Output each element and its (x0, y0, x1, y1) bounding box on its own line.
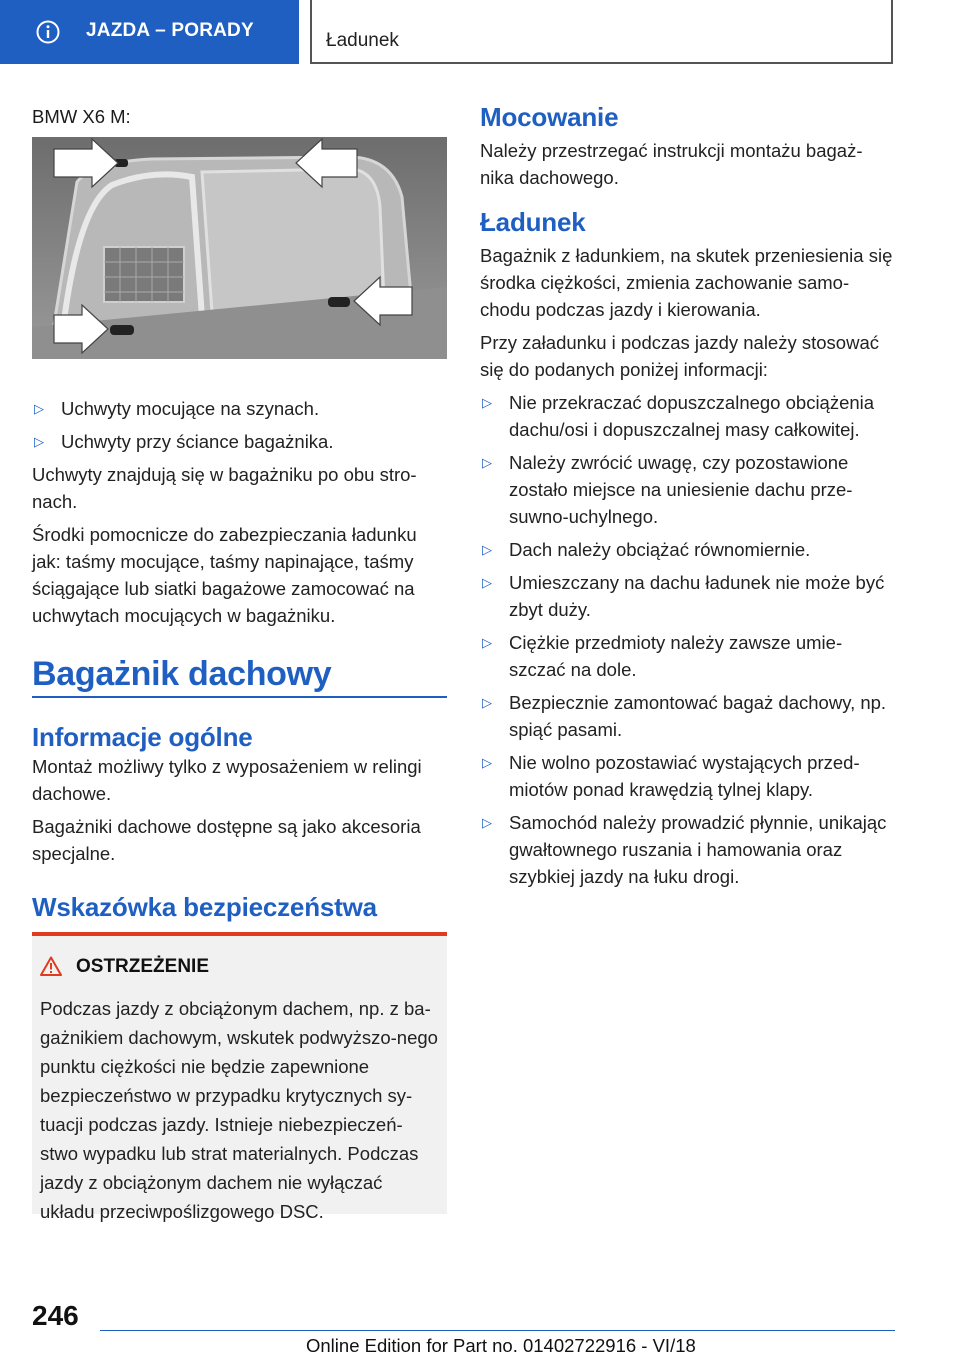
general-info (32, 722, 447, 867)
page-header (310, 0, 893, 64)
trunk-photo (32, 137, 447, 359)
load-text-2: Przy załadunku i podczas jazdy należy stosować się do podanych poniżej informacji: (480, 332, 879, 380)
trunk-illustration (32, 137, 447, 359)
section-tab[interactable] (0, 0, 299, 64)
safety-note (32, 892, 447, 923)
list-item: ▷ Bezpiecznie zamontować bagaż dachowy, np. spiąć pasami. (480, 689, 895, 743)
load-rules-list (480, 389, 895, 890)
section-title: Bagażnik dachowy (32, 655, 332, 693)
warning-title: OSTRZEŻENIE (76, 956, 210, 977)
warning-text: Podczas jazdy z obciążonym dachem, np. z ba-gażnikiem dachowym, wskutek podwyższo-nego punktu ciężkości nie będzie zapewnione bezpieczeństwo w przypadku krytycznych sy-tuacji podczas jazdy. Istnieje niebezpieczeń-stwo wypadku lub strat materialnych. Podczas jazdy z obciążonym dachem nie wyłączać układu przeciwpoślizgowego DSC. (40, 998, 438, 1222)
list-item: ▷ Ciężkie przedmioty należy zawsze umie-szczać na dole. (480, 629, 895, 683)
securing-aids-text: Środki pomocnicze do zabezpieczania ładunku jak: taśmy mocujące, taśmy napinające, taśmy ściągające lub siatki bagażowe zamocować na uchwytach mocujących w bagażniku. (32, 524, 417, 626)
general-info-text-1: Montaż możliwy tylko z wyposażeniem w relingi dachowe. (32, 756, 422, 804)
mounting-text: Należy przestrzegać instrukcji montażu bagaż-nika dachowego. (480, 140, 863, 188)
section-divider (32, 696, 447, 698)
info-icon (36, 20, 60, 44)
page-number: 246 (32, 1300, 79, 1331)
section-tab-label: JAZDA – PORADY (86, 20, 254, 41)
safety-heading: Wskazówka bezpieczeństwa (32, 892, 377, 922)
left-column (32, 395, 447, 629)
footer-divider (100, 1330, 895, 1331)
mounting-heading: Mocowanie (480, 102, 619, 132)
warning-triangle-icon (40, 956, 62, 976)
triangle-bullet-icon: ▷ (482, 395, 492, 410)
roof-rack-section (32, 655, 447, 698)
list-item: ▷ Samochód należy prowadzić płynnie, unikając gwałtownego ruszania i hamowania oraz szybkiej jazdy na łuku drogi. (480, 809, 895, 890)
load-heading: Ładunek (480, 207, 586, 237)
list-item: ▷ Dach należy obciążać równomiernie. (480, 536, 895, 563)
triangle-bullet-icon: ▷ (482, 755, 492, 770)
list-item: ▷ Należy zwrócić uwagę, czy pozostawione zostało miejsce na uniesienie dachu prze-suwno-uchylnego. (480, 449, 895, 530)
triangle-bullet-icon: ▷ (34, 434, 44, 449)
page-title: Ładunek (326, 30, 399, 51)
triangle-bullet-icon: ▷ (482, 542, 492, 557)
edition-note: Online Edition for Part no. 01402722916 - VI/18 (306, 1335, 696, 1356)
list-item: ▷ Nie wolno pozostawiać wystających przed-miotów ponad krawędzią tylnej klapy. (480, 749, 895, 803)
list-item: ▷ Uchwyty mocujące na szynach. (32, 395, 447, 422)
hooks-location-text: Uchwyty znajdują się w bagażniku po obu stro-nach. (32, 464, 417, 512)
list-item: ▷ Umieszczany na dachu ładunek nie może być zbyt duży. (480, 569, 895, 623)
general-info-text-2: Bagażniki dachowe dostępne są jako akcesoria specjalne. (32, 816, 421, 864)
hook-list (32, 395, 447, 455)
right-column (480, 102, 895, 896)
general-info-heading: Informacje ogólne (32, 722, 253, 752)
load-text-1: Bagażnik z ładunkiem, na skutek przeniesienia się środka ciężkości, zmienia zachowanie samo-chodu podczas jazdy i kierowania. (480, 245, 893, 320)
triangle-bullet-icon: ▷ (482, 455, 492, 470)
triangle-bullet-icon: ▷ (34, 401, 44, 416)
list-item: ▷ Uchwyty przy ściance bagażnika. (32, 428, 447, 455)
warning-box (32, 932, 447, 1222)
triangle-bullet-icon: ▷ (482, 635, 492, 650)
triangle-bullet-icon: ▷ (482, 815, 492, 830)
triangle-bullet-icon: ▷ (482, 695, 492, 710)
figure-caption: BMW X6 M: (32, 106, 131, 127)
list-item: ▷ Nie przekraczać dopuszczalnego obciążenia dachu/osi i dopuszczalnej masy całkowitej. (480, 389, 895, 443)
triangle-bullet-icon: ▷ (482, 575, 492, 590)
